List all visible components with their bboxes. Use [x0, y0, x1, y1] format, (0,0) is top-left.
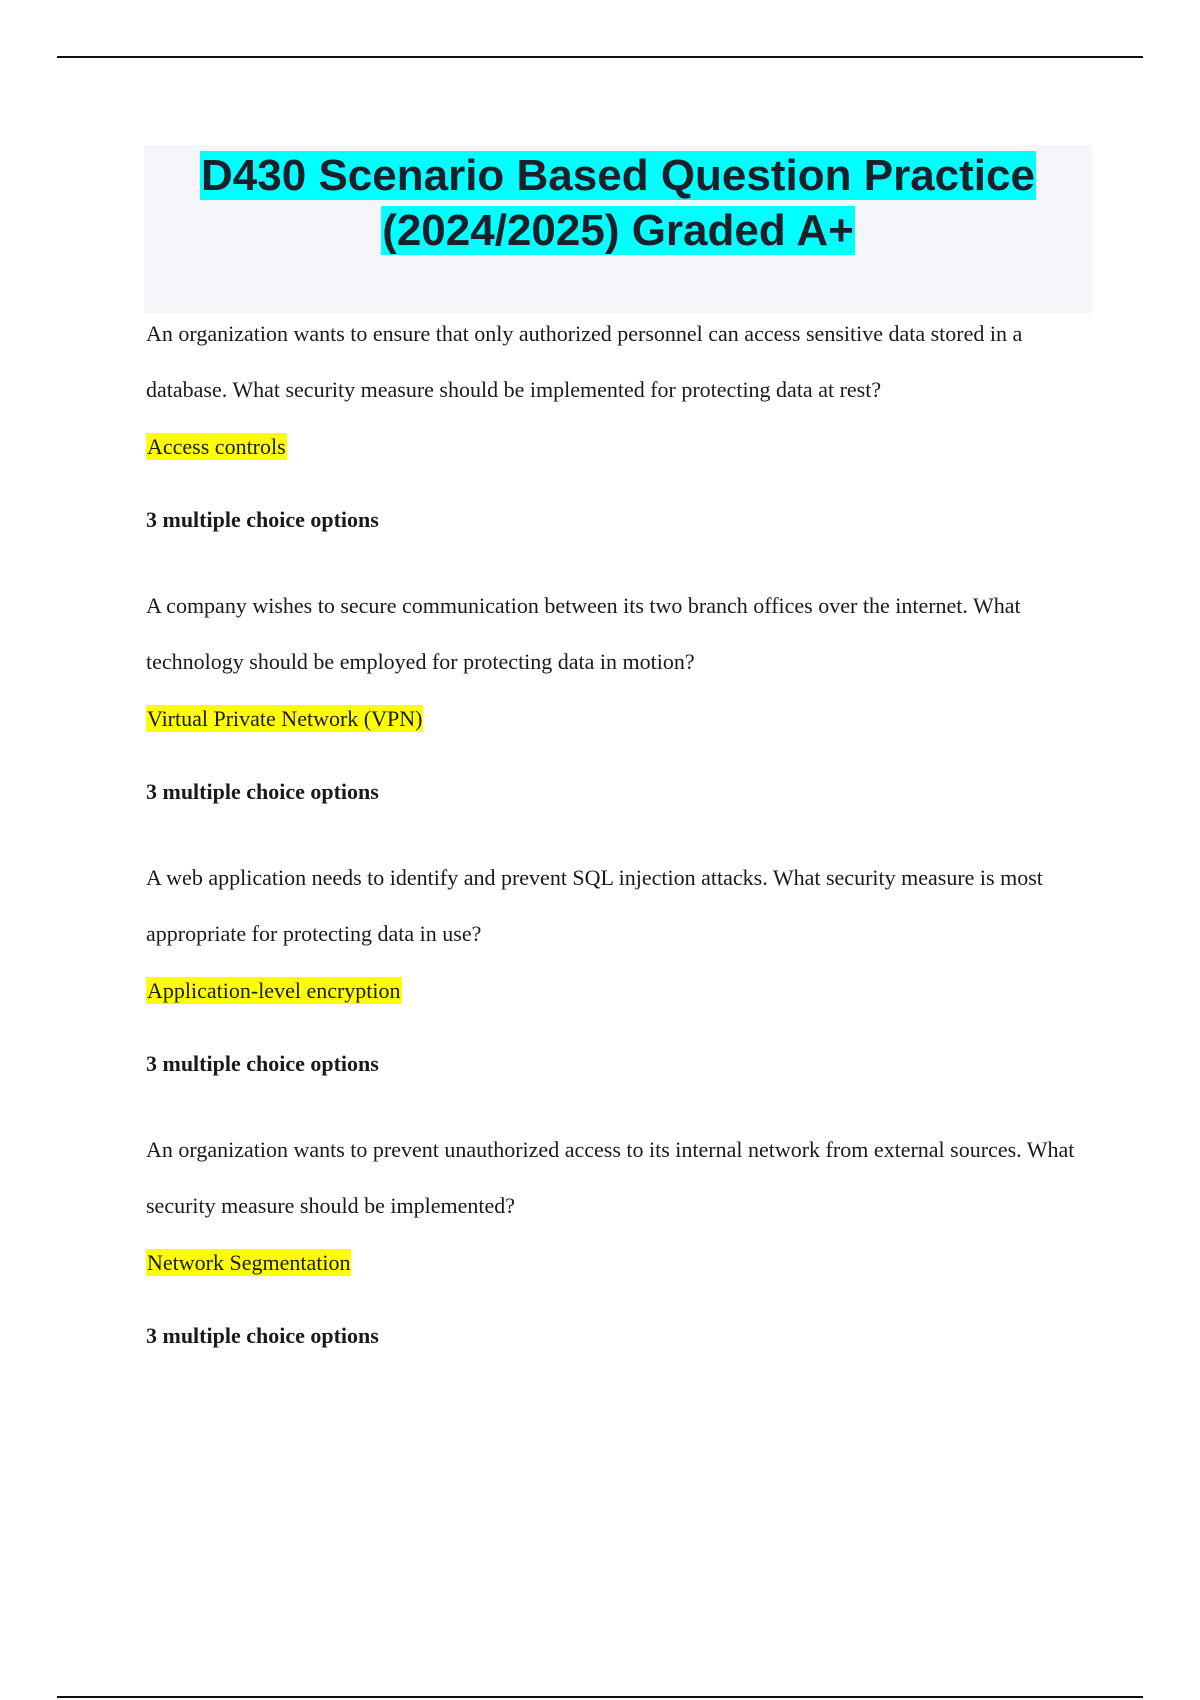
- answer-line: [146, 976, 1096, 1006]
- qa-item-1: [146, 306, 1096, 535]
- question-text: An organization wants to ensure that only authorized personnel can access sensitive data stored in a database. What security measure should be implemented for protecting data at rest?: [146, 321, 1023, 402]
- options-note: 3 multiple choice options: [146, 1051, 379, 1076]
- document-title: [144, 148, 1092, 258]
- answer-text: Network Segmentation: [147, 1250, 351, 1275]
- answer-line: [146, 704, 1096, 734]
- options-note: 3 multiple choice options: [146, 507, 379, 532]
- question-text: A web application needs to identify and prevent SQL injection attacks. What security measure is most appropriate for protecting data in use?: [146, 865, 1043, 946]
- answer-line: [146, 432, 1096, 462]
- qa-item-3: [146, 850, 1096, 1079]
- answer-line: [146, 1248, 1096, 1278]
- question-text: An organization wants to prevent unauthorized access to its internal network from external sources. What security measure should be implemented?: [146, 1137, 1075, 1218]
- options-note: 3 multiple choice options: [146, 779, 379, 804]
- title-line-2: (2024/2025) Graded A+: [382, 206, 854, 255]
- title-line-1: D430 Scenario Based Question Practice: [201, 151, 1035, 200]
- answer-text: Application-level encryption: [147, 978, 401, 1003]
- qa-item-4: [146, 1122, 1096, 1351]
- answer-text: Access controls: [147, 434, 286, 459]
- answer-text: Virtual Private Network (VPN): [147, 706, 423, 731]
- document-body: [146, 306, 1096, 1394]
- top-rule: [57, 56, 1143, 58]
- bottom-rule: [57, 1696, 1143, 1698]
- qa-item-2: [146, 578, 1096, 807]
- options-note: 3 multiple choice options: [146, 1323, 379, 1348]
- question-text: A company wishes to secure communication between its two branch offices over the internet. What technology should be employed for protecting data in motion?: [146, 593, 1021, 674]
